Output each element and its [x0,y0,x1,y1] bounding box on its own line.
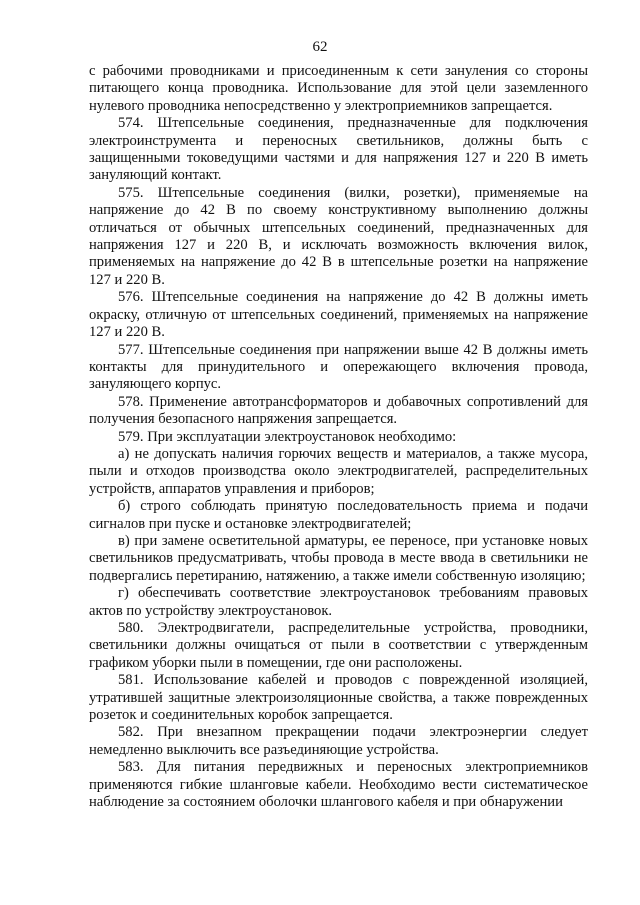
paragraph-581: 581. Использование кабелей и проводов с поврежденной изоляцией, утратившей защитные электроизоляционные свойства, а также поврежденных розеток и соединительных коробок запрещается. [89,672,588,724]
paragraph-583: 583. Для питания передвижных и переносных электроприемников применяются гибкие шланговые кабели. Необходимо вести систематическое наблюдение за состоянием оболочки шлангового кабеля и при обнаружении [89,759,588,811]
list-item-579-g: г) обеспечивать соответствие электроустановок требованиям правовых актов по устройству электроустановок. [89,585,588,619]
paragraph-580: 580. Электродвигатели, распределительные устройства, проводники, светильники должны очищаться от пыли в соответствии с утвержденным графиком уборки пыли в помещении, где они расположены. [89,620,588,671]
page-number: 62 [312,39,328,55]
paragraph-575: 575. Штепсельные соединения (вилки, розетки), применяемые на напряжение до 42 В по своему конструктивному выполнению должны отличаться от обычных штепсельных соединений, предназначенных для напряжения 127 и 220 В, и исключать возможность включения вилок, применяемых на напряжение до 42 В в штепсельные розетки на напряжение 127 и 220 В. [89,184,588,288]
paragraph-577: 577. Штепсельные соединения при напряжении выше 42 В должны иметь контакты для принудительного и опережающего включения провода, зануляющего корпус. [89,341,588,393]
paragraph-576: 576. Штепсельные соединения на напряжение до 42 В должны иметь окраску, отличную от штепсельных соединений, применяемых на напряжение 127 и 220 В. [89,289,588,341]
paragraph-578: 578. Применение автотрансформаторов и добавочных сопротивлений для получения безопасного напряжения запрещается. [89,393,588,428]
list-item-579-v: в) при замене осветительной арматуры, ее переносе, при установке новых светильников предусматривать, чтобы провода в месте ввода в светильники не подвергались перетиранию, натяжению, а также имели собственную изоляцию; [89,532,588,584]
list-item-579-a: а) не допускать наличия горючих веществ и материалов, а также мусора, пыли и отходов производства около электродвигателей, распределительных устройств, аппаратов управления и приборов; [89,445,588,497]
paragraph-574: 574. Штепсельные соединения, предназначенные для подключения электроинструмента и переносных светильников, должны быть с защищенными токоведущими частями и для напряжения 127 и 220 В иметь зануляющий контакт. [89,115,588,184]
paragraph-579: 579. При эксплуатации электроустановок необходимо: [118,428,457,445]
paragraph-continuation: с рабочими проводниками и присоединенным к сети зануления со стороны питающего конца проводника. Использование для этой цели заземленного нулевого проводника непосредственно у электроприемников запрещается. [89,63,588,114]
list-item-579-b: б) строго соблюдать принятую последовательность приема и подачи сигналов при пуске и остановке электродвигателей; [89,498,588,532]
document-body [89,63,588,811]
paragraph-582: 582. При внезапном прекращении подачи электроэнергии следует немедленно выключить все разъединяющие устройства. [89,724,588,758]
